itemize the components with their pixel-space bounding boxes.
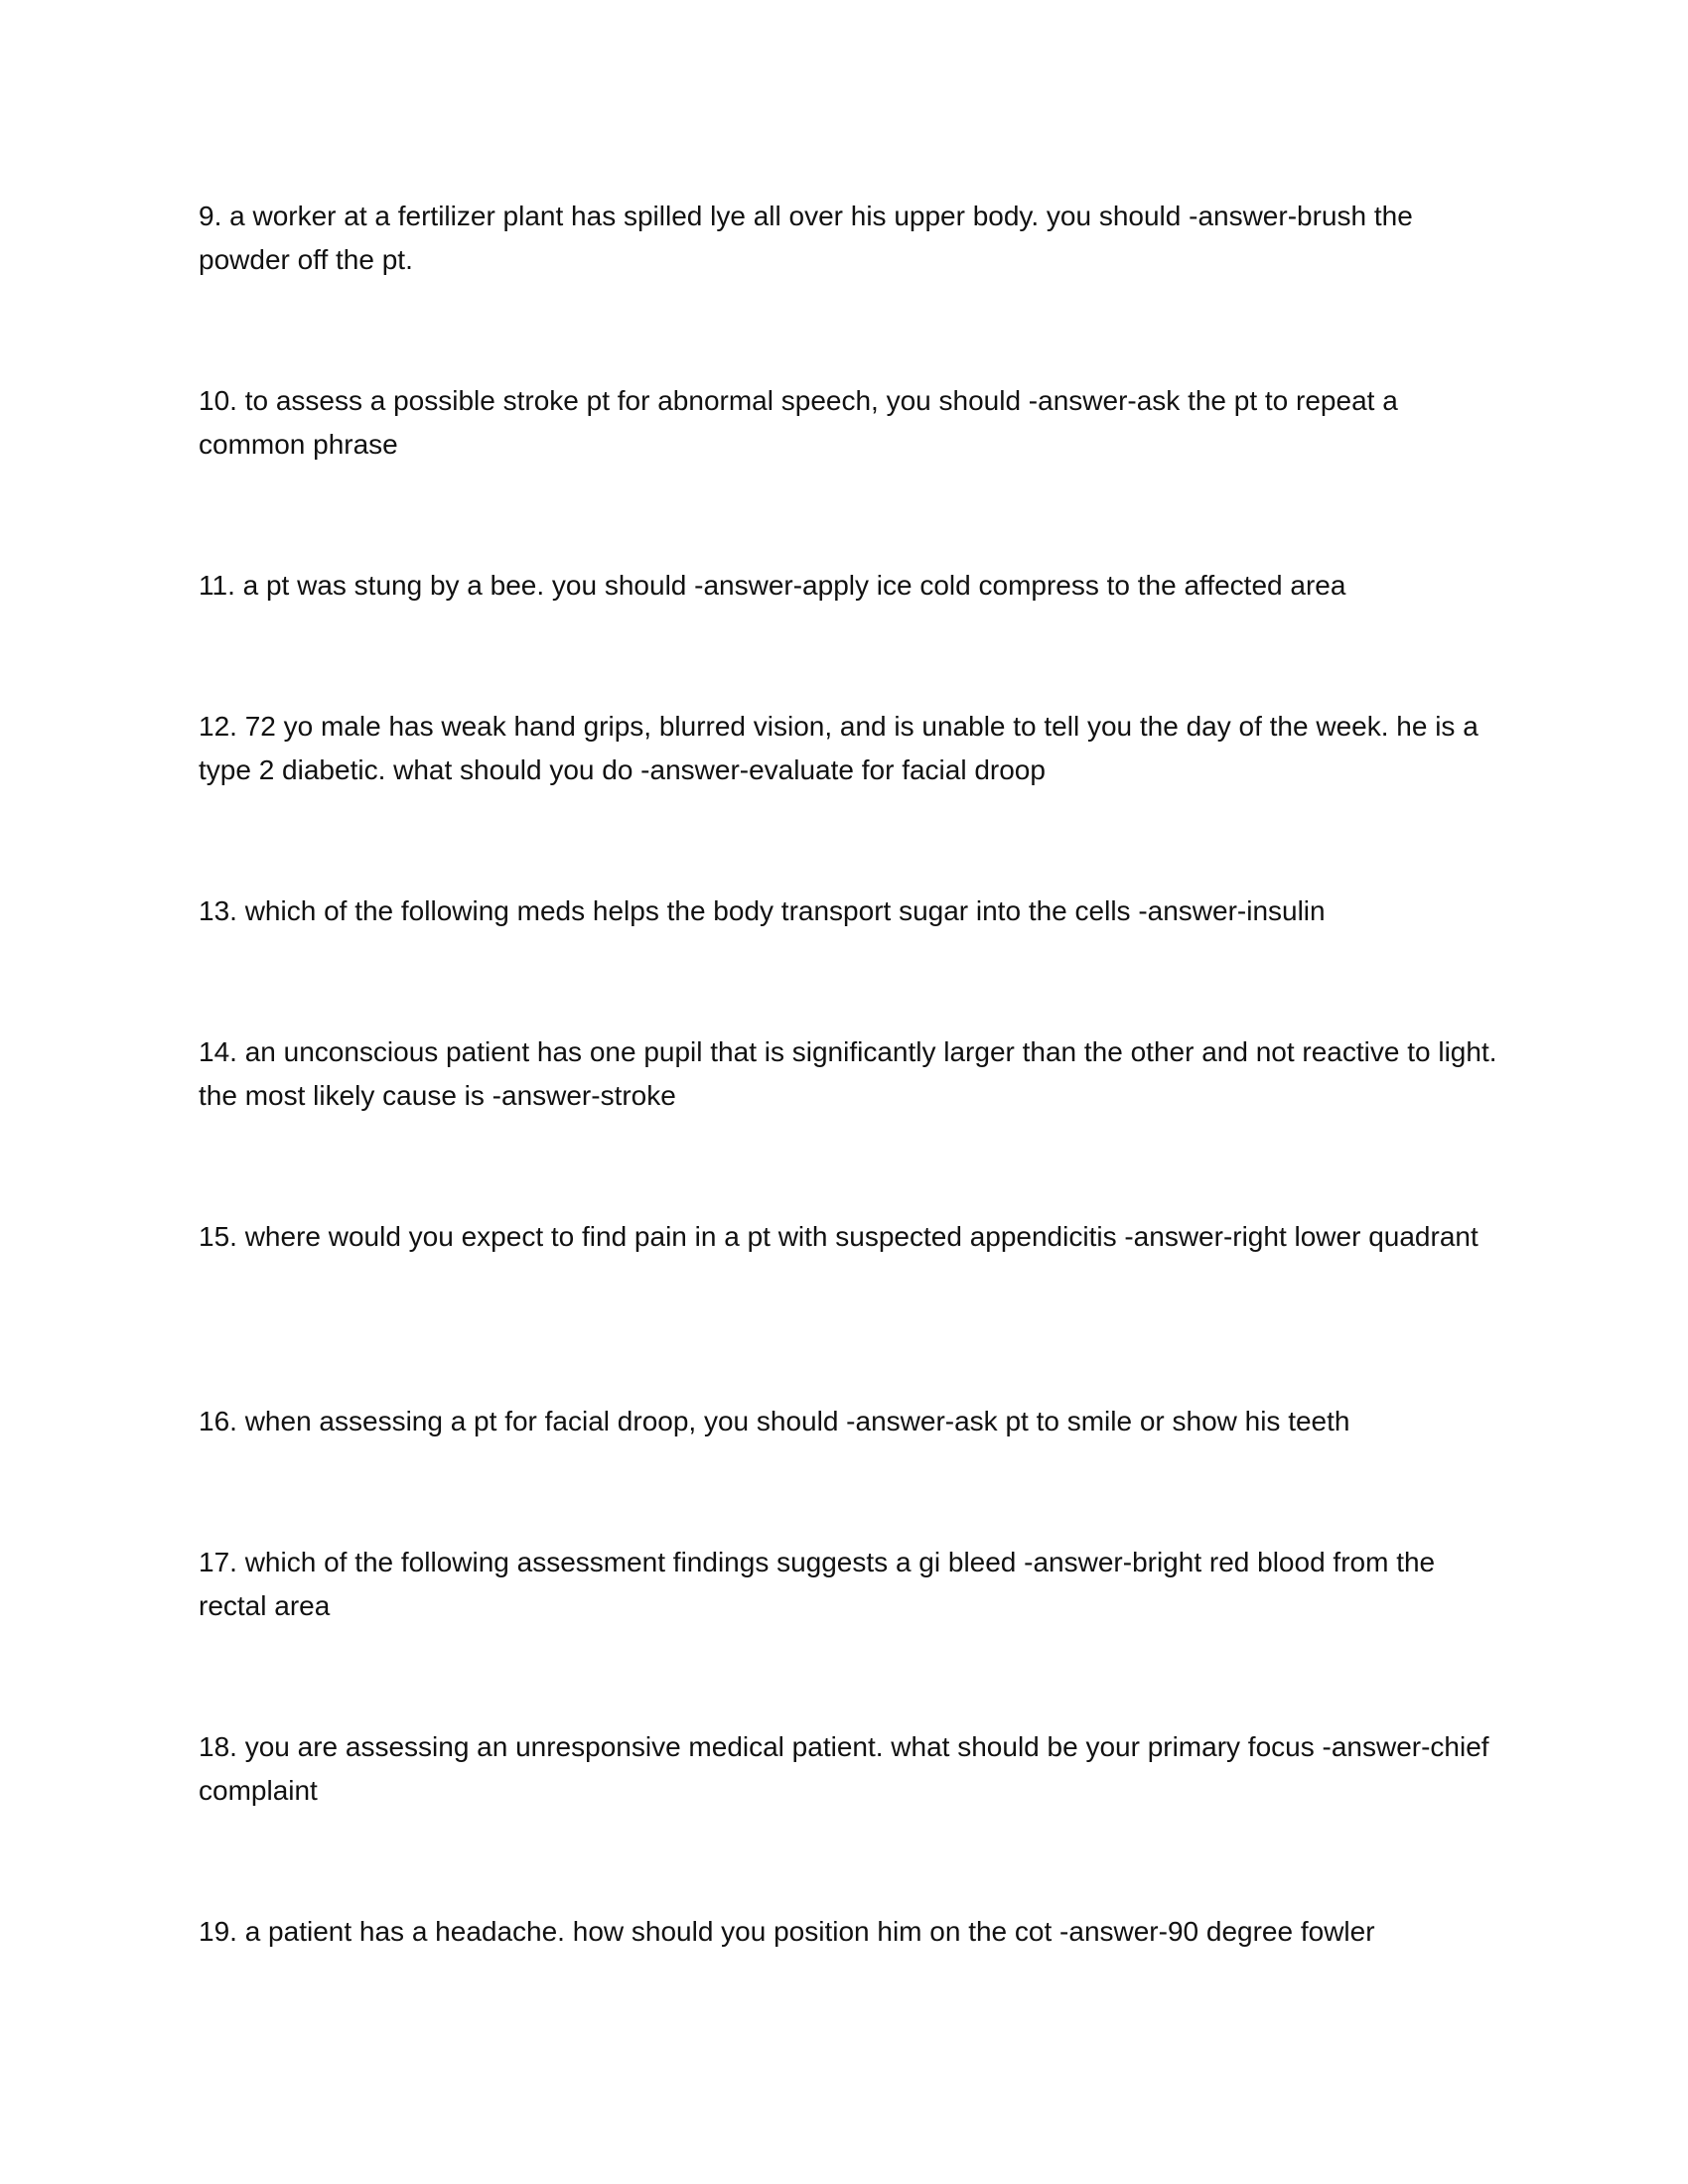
qa-item-13: 13. which of the following meds helps the body transport sugar into the cells -answer-insulin <box>199 895 1326 926</box>
qa-item-18: 18. you are assessing an unresponsive medical patient. what should be your primary focus -answer-chief complaint <box>199 1731 1489 1806</box>
qa-item-9: 9. a worker at a fertilizer plant has spilled lye all over his upper body. you should -answer-brush the powder off the pt. <box>199 201 1413 275</box>
qa-item-12: 12. 72 yo male has weak hand grips, blurred vision, and is unable to tell you the day of the week. he is a type 2 diabetic. what should you do -answer-evaluate for facial droop <box>199 711 1478 785</box>
qa-item-10: 10. to assess a possible stroke pt for abnormal speech, you should -answer-ask the pt to repeat a common phrase <box>199 385 1398 460</box>
qa-item-16: 16. when assessing a pt for facial droop, you should -answer-ask pt to smile or show his teeth <box>199 1406 1350 1436</box>
qa-item-11: 11. a pt was stung by a bee. you should -answer-apply ice cold compress to the affected area <box>199 570 1346 601</box>
qa-item-17: 17. which of the following assessment findings suggests a gi bleed -answer-bright red blood from the rectal area <box>199 1547 1436 1621</box>
qa-item-15: 15. where would you expect to find pain in a pt with suspected appendicitis -answer-right lower quadrant <box>199 1221 1478 1252</box>
qa-item-19: 19. a patient has a headache. how should you position him on the cot -answer-90 degree fowler <box>199 1916 1375 1947</box>
qa-list <box>199 195 1509 2051</box>
qa-item-14: 14. an unconscious patient has one pupil that is significantly larger than the other and not reactive to light. the most likely cause is -answer-stroke <box>199 1036 1497 1111</box>
